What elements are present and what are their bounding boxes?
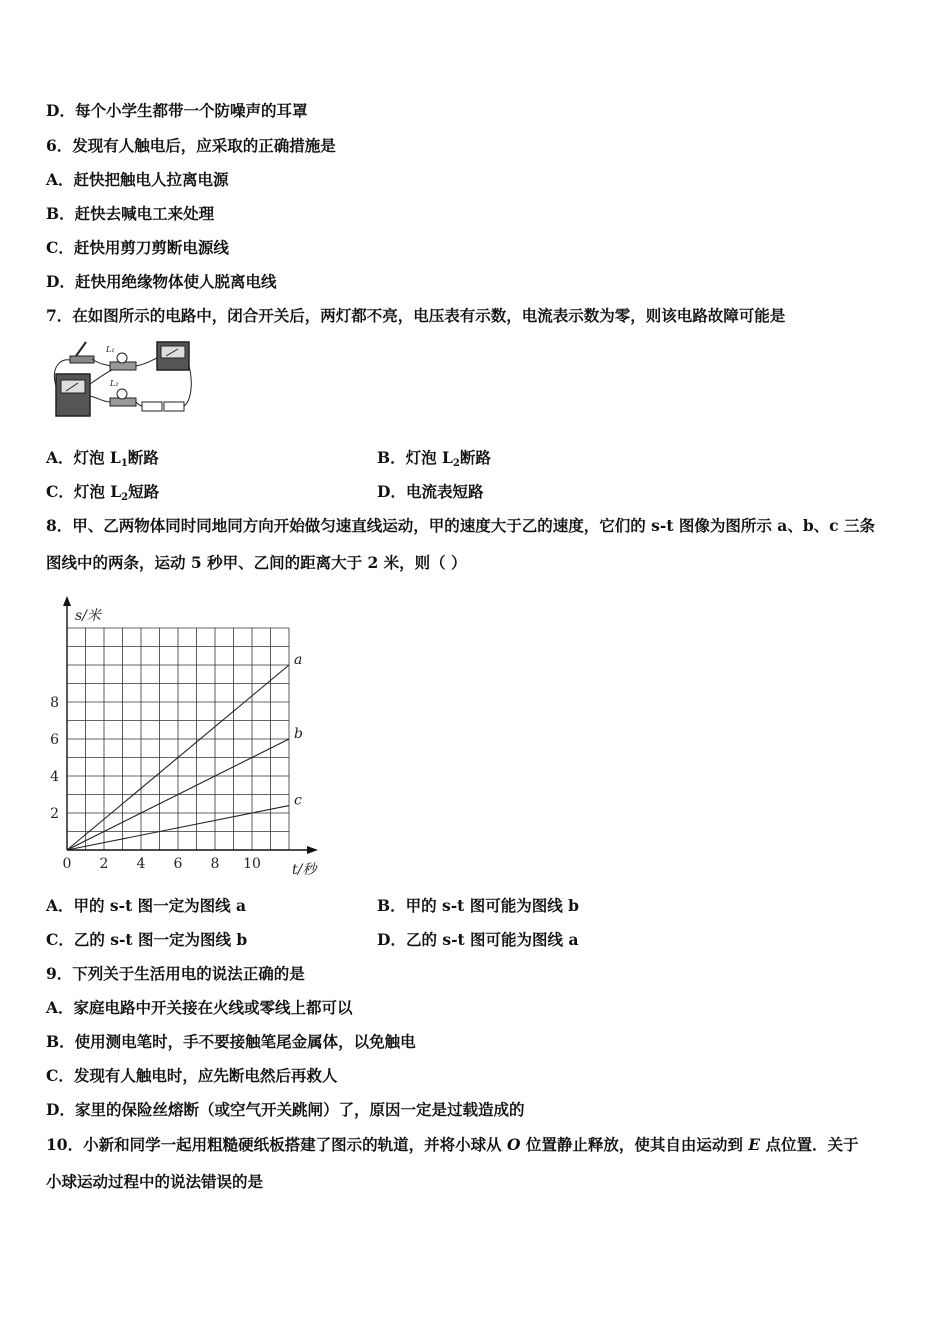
series-label-b: b: [294, 726, 303, 742]
graph-grid: [67, 628, 289, 850]
graph-axes: [63, 596, 318, 854]
x-tick-label: 4: [136, 856, 146, 872]
y-tick-label: 2: [50, 806, 59, 822]
q8-option-b: B．甲的 s-t 图可能为图线 b: [377, 896, 579, 915]
q7-option-d: D．电流表短路: [377, 482, 484, 501]
y-tick-label: 8: [50, 695, 59, 711]
switch-base: [70, 356, 94, 363]
q10-stem-line2: 小球运动过程中的说法错误的是: [46, 1172, 264, 1191]
q9-option-d: D．家里的保险丝熔断（或空气开关跳闸）了，原因一定是过载造成的: [46, 1100, 525, 1119]
q8-stem-line1: 8．甲、乙两物体同时同地同方向开始做匀速直线运动，甲的速度大于乙的速度，它们的 s-t 图像为图所示 a、b、c 三条: [46, 516, 876, 535]
q9-option-c: C．发现有人触电时，应先断电然后再救人: [46, 1066, 338, 1085]
q7-option-b: B．灯泡 $L_2$断路: [377, 448, 491, 469]
x-tick-label: 10: [243, 856, 261, 872]
x-axis-arrow: [307, 846, 318, 854]
q6-option-b: B．赶快去喊电工来处理: [46, 204, 215, 223]
q7-option-c: C．灯泡 $L_2$短路: [46, 482, 160, 503]
q8-option-a: A．甲的 s-t 图一定为图线 a: [46, 896, 247, 915]
series-label-c: c: [294, 792, 302, 809]
q9-option-b: B．使用测电笔时，手不要接触笔尾金属体，以免触电: [46, 1032, 416, 1051]
q9-option-a: A．家庭电路中开关接在火线或零线上都可以: [46, 998, 353, 1017]
lamp-l1: [117, 353, 127, 363]
q6-option-a: A．赶快把触电人拉离电源: [46, 170, 229, 189]
y-axis-arrow: [63, 596, 71, 606]
lamp-l2-label: L₂: [110, 379, 119, 388]
q6-option-d: D．赶快用绝缘物体使人脱离电线: [46, 272, 277, 291]
series-label-a: a: [294, 652, 303, 668]
y-tick-label: 6: [50, 732, 59, 748]
switch-lever: [76, 342, 86, 356]
q6-option-c: C．赶快用剪刀剪断电源线: [46, 238, 229, 257]
q6-stem: 6．发现有人触电后，应采取的正确措施是: [46, 136, 336, 155]
x-tick-label: 6: [173, 856, 183, 872]
battery-1: [142, 402, 162, 411]
lamp-l2: [117, 389, 127, 399]
q5-option-d: D．每个小学生都带一个防噪声的耳罩: [46, 101, 308, 120]
circuit-diagram: [52, 336, 192, 424]
q7-option-a: A．灯泡 $L_1$断路: [46, 448, 159, 469]
lamp-l1-label: L₁: [106, 345, 115, 354]
x-axis-label: t/秒: [292, 862, 317, 878]
graph-series: [67, 652, 303, 850]
q7-stem: 7．在如图所示的电路中，闭合开关后，两灯都不亮，电压表有示数，电流表示数为零，则该电路故障可能是: [46, 306, 786, 325]
st-graph: [40, 590, 340, 880]
y-axis-label: s/米: [75, 608, 101, 624]
q10-stem-line1: 10．小新和同学一起用粗糙硬纸板搭建了图示的轨道，并将小球从 O 位置静止释放，使其自由运动到 E 点位置．关于: [46, 1135, 859, 1154]
q8-option-d: D．乙的 s-t 图可能为图线 a: [377, 930, 579, 949]
x-tick-label: 2: [99, 856, 109, 872]
q8-stem-line2: 图线中的两条，运动 5 秒甲、乙间的距离大于 2 米，则（ ）: [46, 553, 467, 572]
graph-ticks: [50, 695, 261, 872]
y-tick-label: 4: [50, 769, 59, 785]
x-tick-label: 8: [210, 856, 220, 872]
battery-2: [164, 402, 184, 411]
x-tick-label: 0: [62, 856, 72, 872]
q9-stem: 9．下列关于生活用电的说法正确的是: [46, 964, 305, 983]
q8-option-c: C．乙的 s-t 图一定为图线 b: [46, 930, 248, 949]
